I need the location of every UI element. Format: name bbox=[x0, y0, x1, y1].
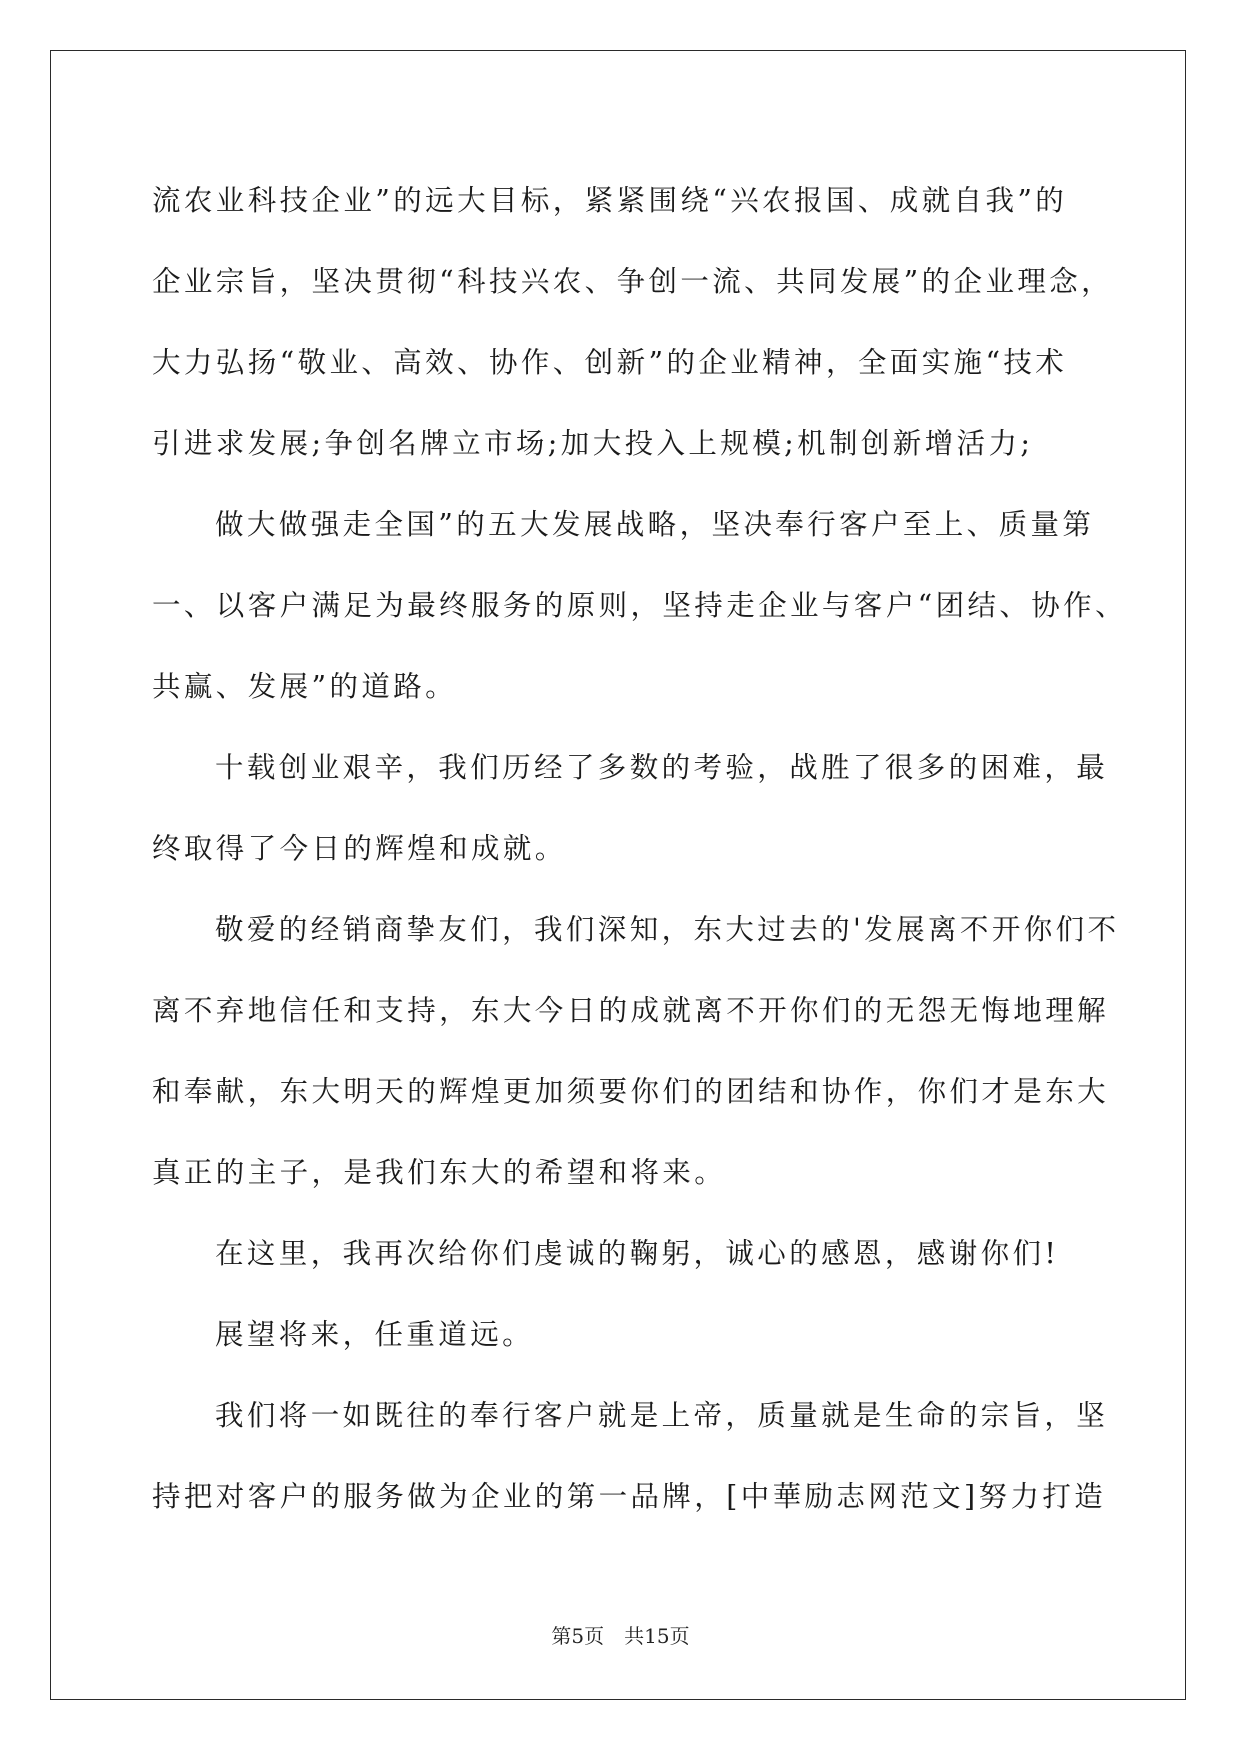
text-line: 企业宗旨，坚决贯彻“科技兴农、争创一流、共同发展”的企业理念， bbox=[152, 265, 1114, 298]
text-line: 流农业科技企业”的远大目标，紧紧围绕“兴农报国、成就自我”的 bbox=[152, 184, 1068, 217]
page-number-footer: 第5页 共15页 bbox=[551, 1624, 690, 1648]
text-line: 我们将一如既往的奉行客户就是上帝，质量就是生命的宗旨，坚 bbox=[215, 1399, 1109, 1432]
text-line: 十载创业艰辛，我们历经了多数的考验，战胜了很多的困难，最 bbox=[215, 751, 1109, 784]
text-line: 一、以客户满足为最终服务的原则，坚持走企业与客户“团结、协作、 bbox=[152, 589, 1127, 622]
text-line: 在这里，我再次给你们虔诚的鞠躬，诚心的感恩，感谢你们! bbox=[215, 1237, 1060, 1270]
text-line: 大力弘扬“敬业、高效、协作、创新”的企业精神，全面实施“技术 bbox=[152, 346, 1068, 379]
text-line: 引进求发展;争创名牌立市场;加大投入上规模;机制创新增活力; bbox=[152, 427, 1034, 460]
document-body bbox=[152, 160, 1127, 1537]
text-line: 做大做强走全国”的五大发展战略，坚决奉行客户至上、质量第 bbox=[215, 508, 1095, 541]
text-line: 和奉献，东大明天的辉煌更加须要你们的团结和协作，你们才是东大 bbox=[152, 1075, 1110, 1108]
text-line: 敬爱的经销商挚友们，我们深知，东大过去的'发展离不开你们不 bbox=[215, 913, 1120, 946]
text-line: 展望将来，任重道远。 bbox=[215, 1318, 535, 1351]
text-line: 终取得了今日的辉煌和成就。 bbox=[152, 832, 567, 865]
text-line: 持把对客户的服务做为企业的第一品牌，[中華励志网范文]努力打造 bbox=[152, 1480, 1107, 1513]
text-line: 离不弃地信任和支持，东大今日的成就离不开你们的无怨无悔地理解 bbox=[152, 994, 1110, 1027]
text-line: 真正的主子，是我们东大的希望和将来。 bbox=[152, 1156, 727, 1189]
text-line: 共赢、发展”的道路。 bbox=[152, 670, 458, 703]
